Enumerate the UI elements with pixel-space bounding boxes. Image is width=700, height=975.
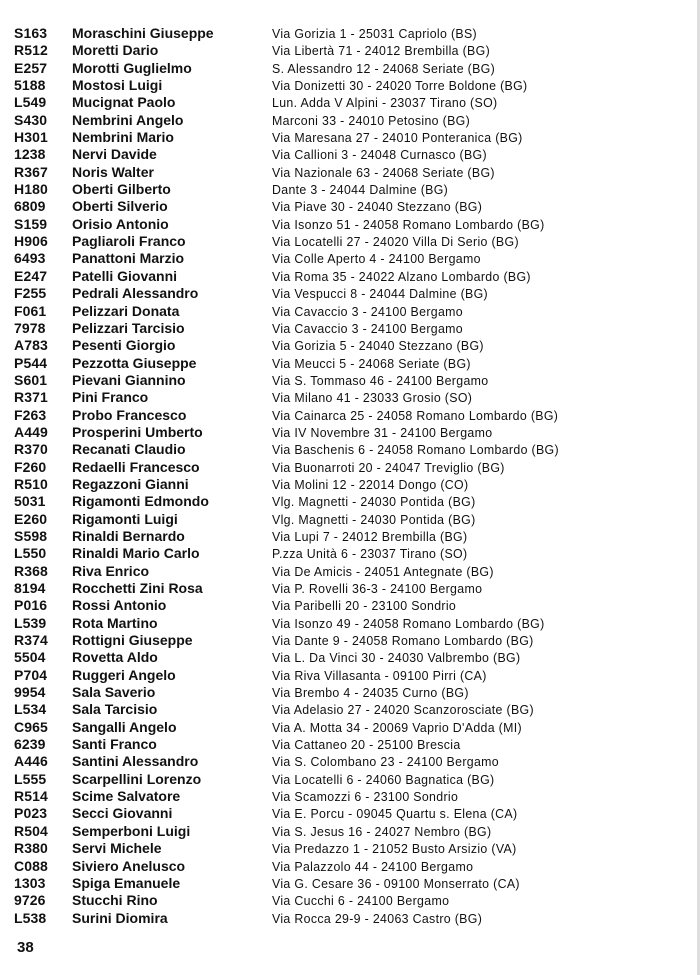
entry-address: Via E. Porcu - 09045 Quartu s. Elena (CA) [272, 806, 518, 822]
entry-name: Rovetta Aldo [72, 649, 158, 666]
entry-code: H906 [14, 233, 48, 250]
directory-entry [0, 858, 700, 875]
entry-address: Lun. Adda V Alpini - 23037 Tirano (SO) [272, 95, 498, 111]
entry-code: R370 [14, 441, 48, 458]
entry-code: S601 [14, 371, 48, 388]
entry-address: Via Cavaccio 3 - 24100 Bergamo [272, 303, 463, 319]
entry-address: Via IV Novembre 31 - 24100 Bergamo [272, 424, 493, 440]
directory-entry [0, 303, 700, 320]
entry-name: Rigamonti Edmondo [72, 493, 209, 510]
directory-entry [0, 441, 700, 458]
entry-code: S598 [14, 527, 48, 544]
entry-code: S430 [14, 111, 48, 128]
entry-code: R514 [14, 788, 48, 805]
entry-name: Sangalli Angelo [72, 718, 177, 735]
entry-address: Via G. Cesare 36 - 09100 Monserrato (CA) [272, 875, 520, 891]
entry-code: R367 [14, 163, 48, 180]
entry-name: Mostosi Luigi [72, 77, 163, 94]
directory-entry [0, 407, 700, 424]
entry-name: Orisio Antonio [72, 215, 169, 232]
entry-code: S163 [14, 25, 48, 41]
entry-code: L550 [14, 545, 47, 562]
entry-address: Via Predazzo 1 - 21052 Busto Arsizio (VA) [272, 841, 517, 857]
entry-name: Pini Franco [72, 389, 149, 406]
entry-address: Via Molini 12 - 22014 Dongo (CO) [272, 476, 469, 492]
directory-entry [0, 667, 700, 684]
entry-code: A446 [14, 753, 48, 770]
entry-code: C965 [14, 718, 48, 735]
entry-code: 1238 [14, 146, 46, 163]
directory-list [0, 25, 700, 927]
directory-entry [0, 355, 700, 372]
directory-entry [0, 372, 700, 389]
entry-name: Rota Martino [72, 614, 158, 631]
directory-entry [0, 753, 700, 770]
entry-name: Stucchi Rino [72, 892, 158, 909]
entry-name: Rinaldi Mario Carlo [72, 545, 200, 562]
entry-code: 8194 [14, 580, 46, 596]
entry-code: A783 [14, 337, 48, 354]
entry-address: Via S. Jesus 16 - 24027 Nembro (BG) [272, 823, 492, 839]
entry-code: L539 [14, 614, 47, 631]
directory-entry [0, 389, 700, 406]
page-number: 38 [17, 939, 34, 956]
entry-code: P704 [14, 666, 48, 683]
entry-address: Via Colle Aperto 4 - 24100 Bergamo [272, 251, 481, 267]
entry-code: F260 [14, 458, 47, 475]
entry-name: Surini Diomira [72, 909, 168, 926]
entry-name: Pievani Giannino [72, 371, 186, 388]
directory-entry [0, 320, 700, 337]
entry-code: R504 [14, 822, 48, 839]
entry-name: Rocchetti Zini Rosa [72, 580, 203, 596]
entry-name: Moraschini Giuseppe [72, 25, 214, 41]
entry-code: L555 [14, 770, 47, 787]
directory-entry [0, 545, 700, 562]
entry-address: Via Cattaneo 20 - 25100 Brescia [272, 737, 461, 753]
entry-name: Santini Alessandro [72, 753, 199, 770]
directory-entry [0, 632, 700, 649]
entry-address: Via Milano 41 - 23033 Grosio (SO) [272, 390, 473, 406]
entry-name: Pezzotta Giuseppe [72, 354, 197, 371]
entry-name: Siviero Anelusco [72, 857, 186, 874]
entry-name: Nembrini Angelo [72, 111, 184, 128]
entry-address: Via Maresana 27 - 24010 Ponteranica (BG) [272, 130, 523, 146]
entry-code: F255 [14, 285, 47, 302]
entry-code: R510 [14, 475, 48, 492]
entry-name: Scime Salvatore [72, 788, 181, 805]
directory-entry [0, 129, 700, 146]
entry-name: Patelli Giovanni [72, 267, 178, 284]
entry-address: Via Gorizia 1 - 25031 Capriolo (BS) [272, 26, 477, 41]
directory-entry [0, 910, 700, 927]
entry-address: Via Piave 30 - 24040 Stezzano (BG) [272, 199, 483, 215]
entry-name: Morotti Guglielmo [72, 59, 192, 76]
entry-address: Via Vespucci 8 - 24044 Dalmine (BG) [272, 286, 488, 302]
directory-entry [0, 580, 700, 597]
directory-entry [0, 788, 700, 805]
directory-entry [0, 459, 700, 476]
entry-address: Via Isonzo 49 - 24058 Romano Lombardo (BG) [272, 615, 545, 631]
entry-address: Dante 3 - 24044 Dalmine (BG) [272, 182, 449, 198]
entry-name: Pedrali Alessandro [72, 285, 199, 302]
entry-address: Via S. Tommaso 46 - 24100 Bergamo [272, 372, 489, 388]
entry-name: Pelizzari Tarcisio [72, 319, 185, 336]
entry-code: P016 [14, 597, 48, 614]
entry-name: Rinaldi Bernardo [72, 527, 185, 544]
entry-address: Via Gorizia 5 - 24040 Stezzano (BG) [272, 338, 484, 354]
entry-name: Prosperini Umberto [72, 423, 203, 440]
entry-code: 6239 [14, 736, 46, 753]
entry-code: 6809 [14, 198, 46, 215]
directory-entry [0, 528, 700, 545]
directory-entry [0, 268, 700, 285]
entry-code: E260 [14, 510, 48, 527]
entry-code: L549 [14, 94, 47, 111]
entry-code: C088 [14, 857, 48, 874]
directory-entry [0, 805, 700, 822]
directory-entry [0, 146, 700, 163]
entry-address: Via Cucchi 6 - 24100 Bergamo [272, 893, 450, 909]
directory-entry [0, 684, 700, 701]
entry-address: Via Rocca 29-9 - 24063 Castro (BG) [272, 910, 483, 926]
entry-name: Spiga Emanuele [72, 874, 181, 891]
directory-entry [0, 736, 700, 753]
entry-name: Recanati Claudio [72, 441, 186, 458]
entry-code: 9726 [14, 892, 46, 909]
entry-code: F263 [14, 406, 47, 423]
entry-name: Servi Michele [72, 840, 162, 857]
entry-code: 5188 [14, 77, 46, 94]
entry-code: 7978 [14, 319, 46, 336]
entry-address: Via Nazionale 63 - 24068 Seriate (BG) [272, 164, 495, 180]
entry-name: Rigamonti Luigi [72, 510, 178, 527]
entry-address: Via Locatelli 6 - 24060 Bagnatica (BG) [272, 771, 495, 787]
entry-code: F061 [14, 302, 47, 319]
entry-code: 9954 [14, 684, 46, 701]
directory-entry [0, 719, 700, 736]
entry-code: P023 [14, 805, 48, 822]
entry-name: Noris Walter [72, 163, 154, 180]
entry-name: Regazzoni Gianni [72, 475, 189, 492]
entry-name: Redaelli Francesco [72, 458, 200, 475]
entry-name: Ruggeri Angelo [72, 666, 176, 683]
directory-entry [0, 615, 700, 632]
entry-address: Via P. Rovelli 36-3 - 24100 Bergamo [272, 581, 483, 596]
entry-code: P544 [14, 354, 48, 371]
entry-address: Via Paribelli 20 - 23100 Sondrio [272, 598, 457, 614]
directory-entry [0, 94, 700, 111]
directory-entry [0, 875, 700, 892]
entry-code: H301 [14, 129, 48, 146]
entry-address: Via Palazzolo 44 - 24100 Bergamo [272, 858, 474, 874]
entry-code: R371 [14, 389, 48, 406]
directory-entry [0, 60, 700, 77]
entry-name: Sala Tarcisio [72, 701, 158, 718]
entry-code: R374 [14, 632, 48, 649]
entry-name: Secci Giovanni [72, 805, 173, 822]
directory-entry [0, 701, 700, 718]
directory-entry [0, 597, 700, 614]
entry-name: Pesenti Giorgio [72, 337, 176, 354]
directory-entry [0, 840, 700, 857]
entry-address: Vlg. Magnetti - 24030 Pontida (BG) [272, 511, 476, 527]
entry-address: Via Riva Villasanta - 09100 Pirri (CA) [272, 667, 487, 683]
entry-name: Rottigni Giuseppe [72, 632, 193, 649]
entry-code: R368 [14, 562, 48, 579]
entry-address: Via Baschenis 6 - 24058 Romano Lombardo (BG) [272, 442, 559, 458]
entry-code: L538 [14, 909, 47, 926]
directory-entry [0, 112, 700, 129]
entry-address: Via Adelasio 27 - 24020 Scanzorosciate (BG) [272, 702, 534, 718]
entry-address: Via De Amicis - 24051 Antegnate (BG) [272, 563, 494, 579]
entry-code: 6493 [14, 250, 46, 267]
entry-name: Nembrini Mario [72, 129, 174, 146]
entry-address: Via S. Colombano 23 - 24100 Bergamo [272, 754, 499, 770]
entry-address: Vlg. Magnetti - 24030 Pontida (BG) [272, 494, 476, 510]
entry-address: Via L. Da Vinci 30 - 24030 Valbrembo (BG) [272, 650, 521, 666]
entry-name: Sala Saverio [72, 684, 156, 701]
directory-entry [0, 511, 700, 528]
entry-address: Via Donizetti 30 - 24020 Torre Boldone (BG) [272, 78, 528, 94]
entry-name: Probo Francesco [72, 406, 187, 423]
entry-name: Rossi Antonio [72, 597, 167, 614]
directory-entry [0, 164, 700, 181]
directory-entry [0, 771, 700, 788]
entry-code: E247 [14, 267, 48, 284]
entry-address: Via Scamozzi 6 - 23100 Sondrio [272, 789, 459, 805]
entry-address: Via Meucci 5 - 24068 Seriate (BG) [272, 355, 471, 371]
entry-name: Nervi Davide [72, 146, 157, 163]
directory-entry [0, 476, 700, 493]
directory-entry [0, 892, 700, 909]
entry-code: 1303 [14, 874, 46, 891]
entry-code: R512 [14, 42, 48, 59]
entry-code: L534 [14, 701, 47, 718]
entry-name: Oberti Silverio [72, 198, 168, 215]
directory-entry [0, 216, 700, 233]
directory-entry [0, 25, 700, 42]
entry-address: P.zza Unità 6 - 23037 Tirano (SO) [272, 546, 468, 562]
directory-entry [0, 181, 700, 198]
entry-address: Via A. Motta 34 - 20069 Vaprio D'Adda (MI) [272, 719, 522, 735]
entry-address: Via Dante 9 - 24058 Romano Lombardo (BG) [272, 633, 534, 649]
entry-name: Pagliaroli Franco [72, 233, 186, 250]
entry-name: Moretti Dario [72, 42, 159, 59]
entry-address: Via Lupi 7 - 24012 Brembilla (BG) [272, 528, 468, 544]
entry-code: R380 [14, 840, 48, 857]
entry-name: Mucignat Paolo [72, 94, 176, 111]
directory-entry [0, 233, 700, 250]
entry-code: A449 [14, 423, 48, 440]
directory-entry [0, 198, 700, 215]
entry-name: Santi Franco [72, 736, 157, 753]
entry-name: Scarpellini Lorenzo [72, 770, 202, 787]
directory-entry [0, 493, 700, 510]
directory-entry [0, 649, 700, 666]
entry-name: Oberti Gilberto [72, 181, 171, 198]
entry-name: Semperboni Luigi [72, 822, 191, 839]
entry-address: Via Libertà 71 - 24012 Brembilla (BG) [272, 43, 491, 59]
entry-name: Pelizzari Donata [72, 302, 180, 319]
directory-entry [0, 563, 700, 580]
directory-entry [0, 77, 700, 94]
directory-entry [0, 823, 700, 840]
entry-code: H180 [14, 181, 48, 198]
entry-code: 5031 [14, 493, 46, 510]
entry-code: 5504 [14, 649, 46, 666]
directory-entry [0, 250, 700, 267]
directory-entry [0, 424, 700, 441]
entry-address: Via Cainarca 25 - 24058 Romano Lombardo (BG) [272, 407, 559, 423]
entry-code: E257 [14, 59, 48, 76]
entry-address: Via Buonarroti 20 - 24047 Treviglio (BG) [272, 459, 505, 475]
entry-address: Via Callioni 3 - 24048 Curnasco (BG) [272, 147, 487, 163]
entry-address: Via Roma 35 - 24022 Alzano Lombardo (BG) [272, 268, 531, 284]
entry-address: Via Brembo 4 - 24035 Curno (BG) [272, 685, 469, 701]
entry-address: Via Locatelli 27 - 24020 Villa Di Serio (BG) [272, 234, 519, 250]
entry-address: Marconi 33 - 24010 Petosino (BG) [272, 112, 471, 128]
directory-entry [0, 42, 700, 59]
directory-entry [0, 285, 700, 302]
entry-address: Via Cavaccio 3 - 24100 Bergamo [272, 320, 463, 336]
entry-address: S. Alessandro 12 - 24068 Seriate (BG) [272, 60, 496, 76]
entry-code: S159 [14, 215, 48, 232]
directory-entry [0, 337, 700, 354]
entry-name: Riva Enrico [72, 562, 150, 579]
entry-name: Panattoni Marzio [72, 250, 185, 267]
entry-address: Via Isonzo 51 - 24058 Romano Lombardo (BG) [272, 216, 545, 232]
